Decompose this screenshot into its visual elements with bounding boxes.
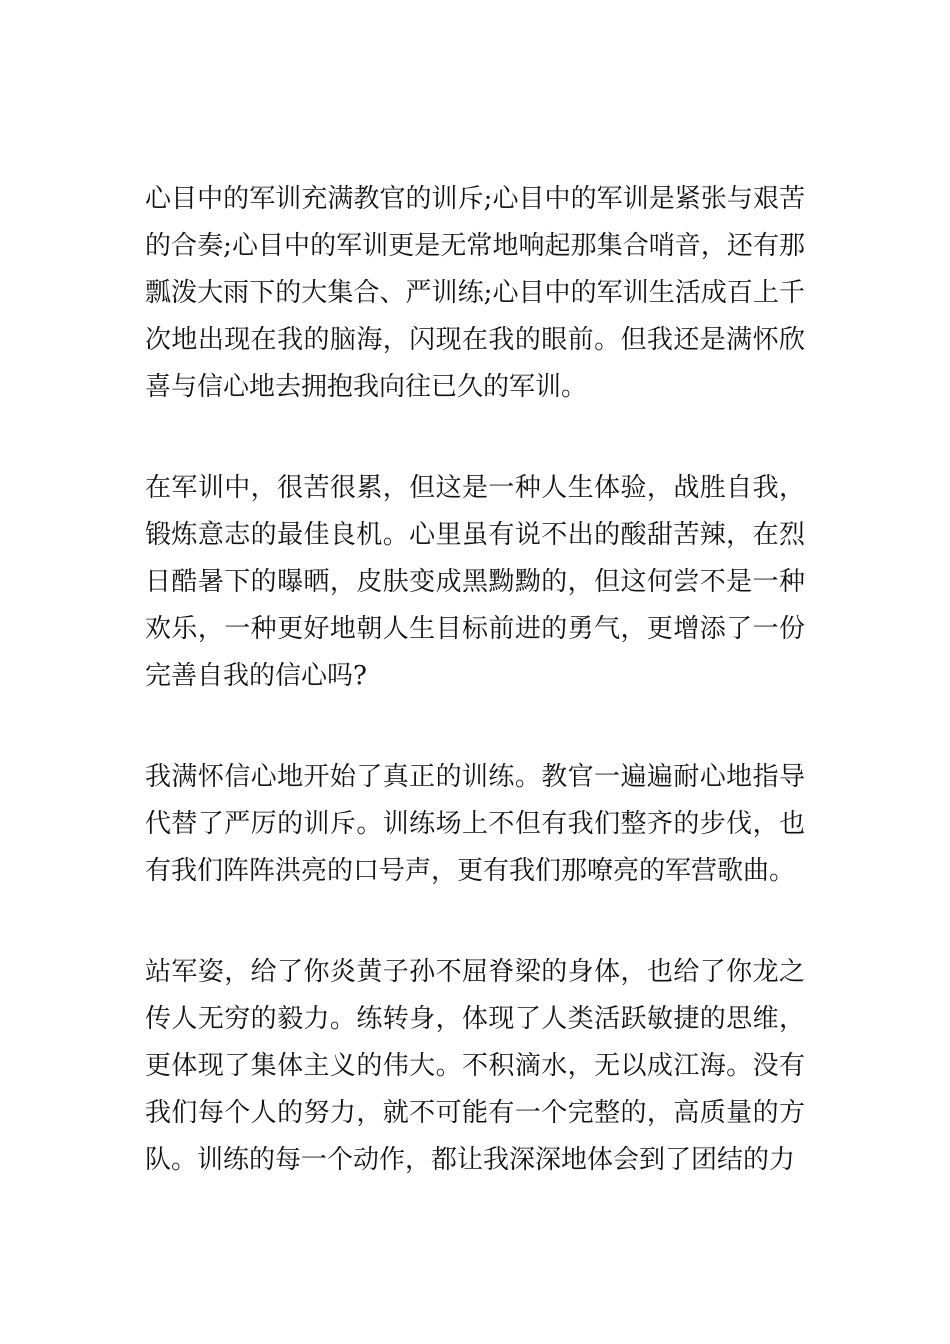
paragraph-training: 我满怀信心地开始了真正的训练。教官一遍遍耐心地指导代替了严厉的训斥。训练场上不但有我们整齐的步伐，也有我们阵阵洪亮的口号声，更有我们那嘹亮的军营歌曲。 xyxy=(145,762,805,886)
paragraph-expectations: 心目中的军训充满教官的训斥;心目中的军训是紧张与艰苦的合奏;心目中的军训更是无常地响起那集合哨音，还有那瓢泼大雨下的大集合、严训练;心目中的军训生活成百上千次地出现在我的脑海，闪现在我的眼前。但我还是满怀欣喜与信心地去拥抱我向往已久的军训。 xyxy=(145,184,805,402)
paragraph-hardship: 在军训中，很苦很累，但这是一种人生体验，战胜自我，锻炼意志的最佳良机。心里虽有说不出的酸甜苦辣，在烈日酷暑下的曝晒，皮肤变成黑黝黝的，但这何尝不是一种欢乐，一种更好地朝人生目标前进的勇气，更增添了一份完善自我的信心吗? xyxy=(145,473,805,691)
paragraph-standing-posture: 站军姿，给了你炎黄子孙不屈脊梁的身体，也给了你龙之传人无穷的毅力。练转身，体现了人类活跃敏捷的思维，更体现了集体主义的伟大。不积滴水，无以成江海。没有我们每个人的努力，就不可能有一个完整的，高质量的方队。训练的每一个动作，都让我深深地体会到了团结的力 xyxy=(145,957,805,1175)
document-body xyxy=(145,176,805,1238)
